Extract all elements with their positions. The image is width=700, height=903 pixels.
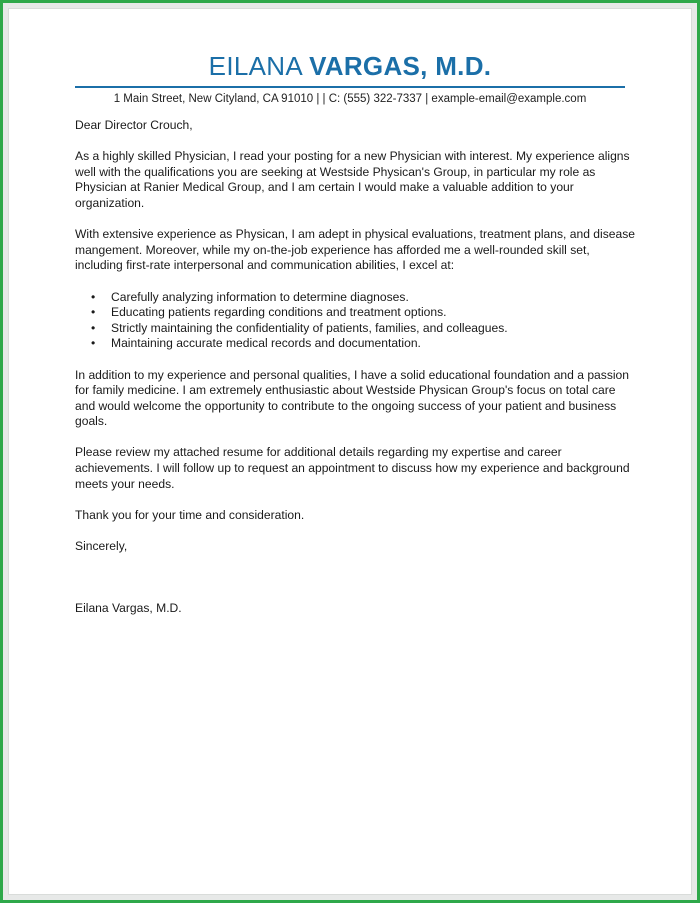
paragraph-intro: As a highly skilled Physician, I read your posting for a new Physician with interest. My experience aligns well with the qualifications you are seeking at Westside Physican's Group, in particular my role as Physician at Ranier Medical Group, and I am certain I would make a valuable addition to your organization.	[75, 149, 630, 210]
list-item: • Maintaining accurate medical records and documentation.	[111, 336, 635, 352]
list-item: • Strictly maintaining the confidentiality of patients, families, and colleagues.	[111, 321, 635, 337]
last-name: VARGAS, M.D.	[309, 51, 492, 81]
contact-line: 1 Main Street, New Cityland, CA 91010 | | C: (555) 322-7337 | example-email@example.com	[113, 93, 587, 105]
salutation: Dear Director Crouch,	[75, 118, 193, 132]
applicant-name	[0, 51, 700, 82]
paragraph-follow-up: Please review my attached resume for additional details regarding my expertise and career achievements. I will follow up to request an appointment to discuss how my experience and background meets your needs.	[75, 445, 630, 491]
skills-list	[75, 290, 635, 352]
list-item: • Carefully analyzing information to determine diagnoses.	[111, 290, 635, 306]
paragraph-experience: With extensive experience as Physican, I am adept in physical evaluations, treatment plans, and disease mangement. Moreover, while my on-the-job experience has afforded me a well-rounded skill set, including first-rate interpersonal and communication abilities, I excel at:	[75, 227, 635, 273]
closing: Sincerely,	[75, 539, 128, 554]
letter-body	[75, 118, 635, 632]
first-name: EILANA	[208, 51, 302, 81]
thanks-line: Thank you for your time and consideration.	[75, 507, 305, 522]
signature: Eilana Vargas, M.D.	[75, 601, 182, 616]
signature-space	[75, 570, 635, 601]
list-item: • Educating patients regarding conditions and treatment options.	[111, 305, 635, 321]
header-divider	[75, 86, 625, 88]
paragraph-education: In addition to my experience and personal qualities, I have a solid educational foundation and a passion for family medicine. I am extremely enthusiastic about Westside Physican Group's focus on total care and would welcome the opportunity to contribute to the ongoing success of your patient and business goals.	[75, 367, 630, 429]
